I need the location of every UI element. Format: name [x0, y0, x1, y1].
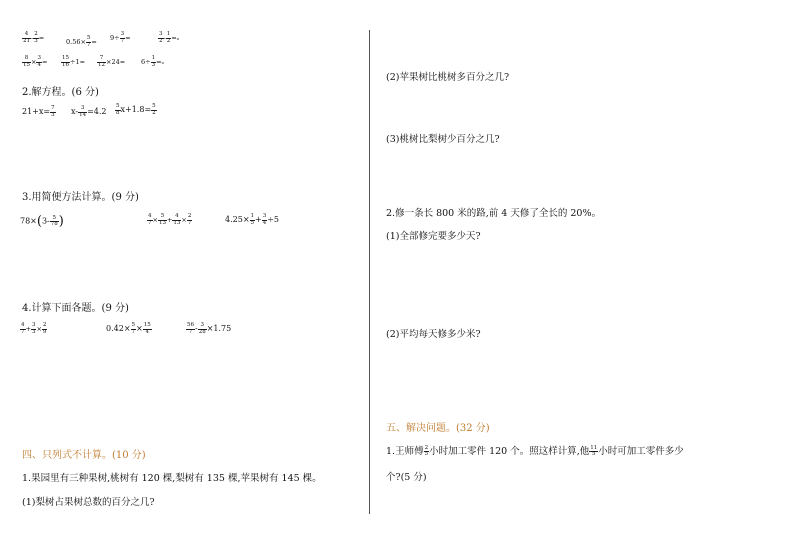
section-heading: 五、解决问题。(32 分) — [386, 423, 490, 434]
calc-item: 0.56× $\frac{5}{7}$ = — [66, 35, 97, 48]
question-text: (2)苹果树比桃树多百分之几? — [386, 72, 510, 83]
question-text: 2.修一条长 800 米的路,前 4 天修了全长的 20%。 — [386, 208, 601, 219]
simplify-item: 78×(3- $\frac{5}{78}$ ) — [20, 214, 64, 229]
calc-item: $\frac{56}{7}$ - $\frac{3}{28}$ ×1.75 — [187, 322, 232, 335]
calc-item: 9÷ $\frac{3}{7}$ = — [110, 31, 131, 44]
fraction: $\frac{11}{5}$ — [590, 444, 598, 457]
question-text-part: 小时加工零件 120 个。照这样计算,他 — [429, 446, 590, 457]
equation-item: $\frac{5}{8}$ x+1.8= $\frac{5}{2}$ — [116, 103, 156, 116]
question-text-part: 小时可加工零件多少 — [598, 446, 684, 457]
calc-item: $\frac{15}{16}$ ÷1= — [62, 55, 86, 68]
question-text: 个?(5 分) — [386, 472, 427, 483]
section-heading: 四、只列式不计算。(10 分) — [22, 450, 146, 461]
question-text: (3)桃树比梨树少百分之几? — [386, 134, 500, 145]
calc-item: 0.42× $\frac{5}{7}$ × $\frac{15}{4}$ — [106, 322, 151, 335]
calc-item: $\frac{3}{2}$ - $\frac{1}{2}$ =ₒ — [159, 31, 180, 44]
calc-item: $\frac{4}{7}$ + $\frac{3}{3}$ × $\frac{2}{9}$ — [21, 322, 47, 335]
equation-item: 21+x= $\frac{7}{3}$ — [22, 105, 55, 118]
simplify-item: $\frac{4}{7}$ × $\frac{5}{13}$ + $\frac{4}{13}$ × $\frac{2}{7}$ — [148, 213, 192, 226]
question-title: 2.解方程。(6 分) — [22, 87, 99, 98]
question-text-part: 1.王师傅 — [386, 446, 424, 457]
column-divider — [369, 30, 370, 514]
calc-item: $\frac{4}{21}$ - $\frac{2}{3}$ = — [23, 31, 45, 44]
calc-item: $\frac{8}{15}$ × $\frac{3}{4}$ = — [23, 55, 48, 68]
simplify-item: 4.25× $\frac{1}{5}$ + $\frac{3}{4}$ ÷5 — [225, 213, 280, 226]
equation-item: x- $\frac{3}{14}$ =4.2 — [71, 105, 107, 118]
question-text: (1)梨树占果树总数的百分之几? — [22, 497, 155, 508]
question-text: 1.果园里有三种果树,桃树有 120 棵,梨树有 135 棵,苹果树有 145 棵。 — [22, 473, 322, 484]
calc-item: $\frac{7}{12}$ ×24= — [98, 55, 126, 68]
question-title: 4.计算下面各题。(9 分) — [22, 303, 129, 314]
fraction: $\frac{2}{5}$ — [424, 444, 429, 457]
calc-item: 6÷ $\frac{1}{3}$ =ₒ — [141, 55, 165, 68]
question-text: (1)全部修完要多少天? — [386, 231, 481, 242]
question-text: (2)平均每天修多少米? — [386, 329, 481, 340]
question-text — [386, 443, 684, 458]
question-title: 3.用简便方法计算。(9 分) — [22, 192, 139, 203]
